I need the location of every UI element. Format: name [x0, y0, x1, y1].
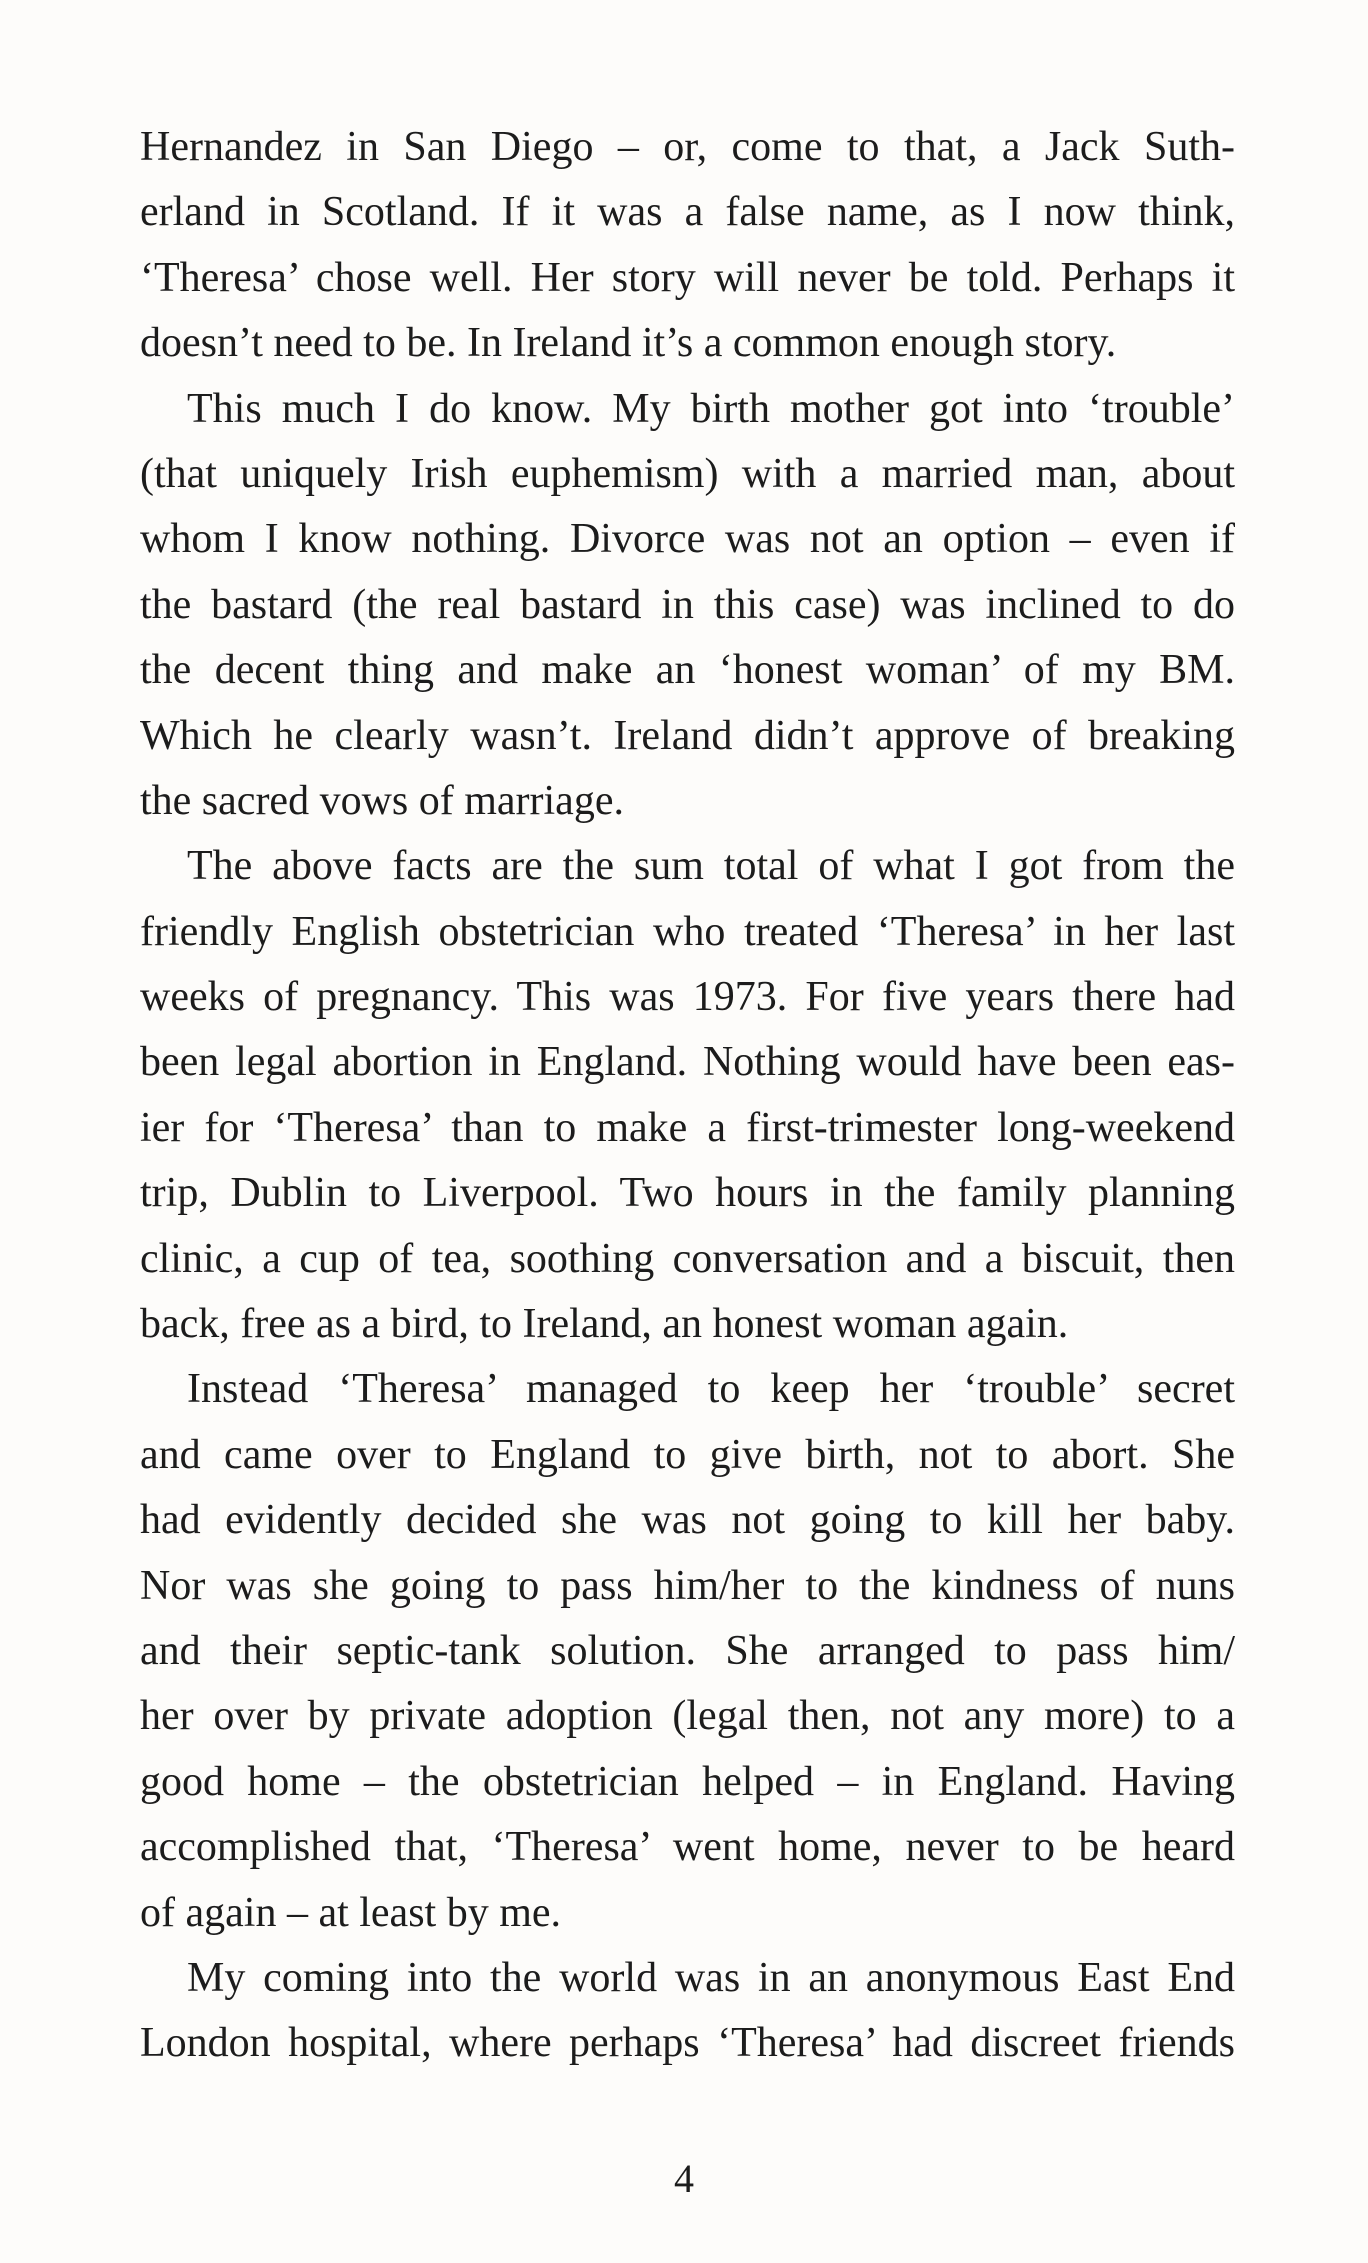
text-line: good home – the obstetrician helped – in England. Having — [140, 1758, 1235, 1805]
paragraph-3 — [140, 834, 1235, 1357]
page-number: 4 — [674, 2156, 694, 2201]
text-line: accomplished that, ‘Theresa’ went home, never to be heard — [140, 1824, 1235, 1871]
text-line: her over by private adoption (legal then, not any more) to a — [140, 1693, 1235, 1740]
paragraph-1 — [140, 115, 1235, 377]
body-text — [140, 115, 1235, 2077]
paragraph-4 — [140, 1357, 1235, 1946]
text-line: The above facts are the sum total of what I got from the — [187, 843, 1235, 890]
text-line: Which he clearly wasn’t. Ireland didn’t approve of breaking — [140, 712, 1235, 759]
text-line: of again – at least by me. — [140, 1889, 562, 1936]
paragraph-2 — [140, 377, 1235, 835]
text-line: been legal abortion in England. Nothing would have been eas- — [140, 1039, 1235, 1086]
text-line: This much I do know. My birth mother got into ‘trouble’ — [187, 385, 1235, 432]
text-line: and came over to England to give birth, not to abort. She — [140, 1431, 1235, 1478]
text-line: Instead ‘Theresa’ managed to keep her ‘trouble’ secret — [187, 1366, 1235, 1413]
text-line: back, free as a bird, to Ireland, an honest woman again. — [140, 1301, 1069, 1348]
text-line: ‘Theresa’ chose well. Her story will never be told. Perhaps it — [140, 254, 1235, 301]
text-line: the sacred vows of marriage. — [140, 777, 624, 824]
text-line: ier for ‘Theresa’ than to make a first-trimester long-weekend — [140, 1104, 1235, 1151]
text-line: clinic, a cup of tea, soothing conversation and a biscuit, then — [140, 1235, 1235, 1282]
text-line: friendly English obstetrician who treated ‘Theresa’ in her last — [140, 908, 1235, 955]
text-line: doesn’t need to be. In Ireland it’s a common enough story. — [140, 320, 1117, 367]
text-line: weeks of pregnancy. This was 1973. For five years there had — [140, 974, 1235, 1021]
text-line: My coming into the world was in an anonymous East End — [187, 1954, 1235, 2001]
text-line: had evidently decided she was not going to kill her baby. — [140, 1497, 1235, 1544]
text-line: trip, Dublin to Liverpool. Two hours in the family planning — [140, 1170, 1235, 1217]
text-line: the decent thing and make an ‘honest woman’ of my BM. — [140, 647, 1235, 694]
text-line: erland in Scotland. If it was a false name, as I now think, — [140, 189, 1235, 236]
paragraph-5 — [140, 1946, 1235, 2077]
text-line: the bastard (the real bastard in this case) was inclined to do — [140, 581, 1235, 628]
text-line: whom I know nothing. Divorce was not an option – even if — [140, 516, 1235, 563]
text-line: London hospital, where perhaps ‘Theresa’ had discreet friends — [140, 2020, 1235, 2067]
text-line: (that uniquely Irish euphemism) with a married man, about — [140, 450, 1235, 497]
text-line: and their septic-tank solution. She arranged to pass him/ — [140, 1627, 1235, 1674]
text-line: Hernandez in San Diego – or, come to that, a Jack Suth- — [140, 124, 1235, 170]
text-line: Nor was she going to pass him/her to the kindness of nuns — [140, 1562, 1235, 1609]
